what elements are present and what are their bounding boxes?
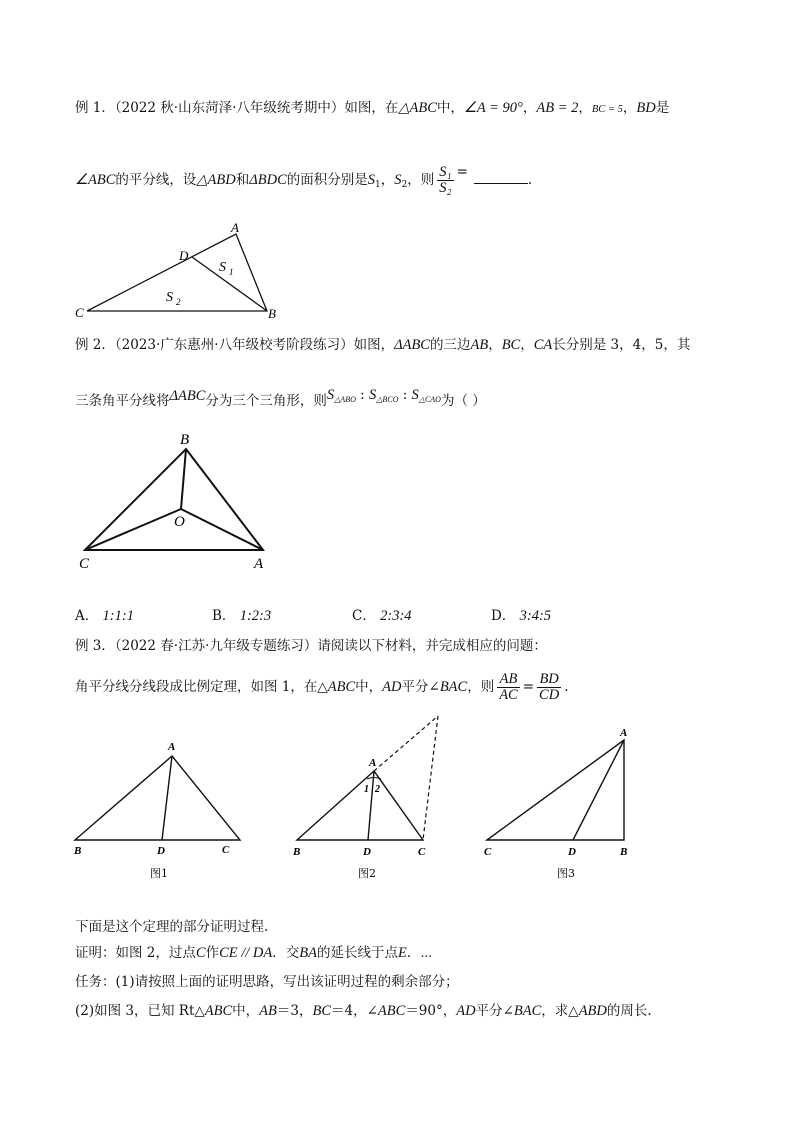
ex2-triangle: ΔABC	[169, 388, 206, 404]
ex1-text: ，则	[407, 172, 435, 188]
ex3-text: 平分∠	[401, 679, 440, 695]
fig2-angle-1: 1	[364, 784, 369, 795]
ex1-text: 和	[235, 172, 250, 188]
ex3-text: 角平分线分线段成比例定理，如图 1，在△	[75, 679, 328, 695]
ex3-line1: 例 3．（2022 春·江苏·九年级专题练习）请阅读以下材料，并完成相应的问题：	[75, 638, 547, 654]
option-value: 1:1:1	[102, 608, 134, 624]
ex2-ratio-sub: △ABO	[334, 395, 356, 404]
ex2-label-c: C	[79, 556, 90, 572]
ex1-triangle: △ABC	[398, 100, 437, 116]
ex3-text: ＝4，∠	[331, 1003, 378, 1019]
fig1-label-a: A	[168, 741, 176, 753]
ex1-label-c: C	[75, 305, 84, 320]
ex3-ad: AD	[382, 679, 402, 695]
ex3-text: 作	[205, 945, 220, 961]
ex3-text: ＝90°，	[405, 1003, 457, 1019]
fig3-bisector	[573, 740, 624, 840]
fig3-label-b: B	[620, 846, 628, 858]
ex2-ca: CA	[533, 337, 553, 353]
ex3-eq: =	[522, 679, 535, 695]
ex1-label-s1: S	[219, 260, 226, 275]
ex3-text: ，则	[467, 679, 495, 695]
ex3-text: 的周长.	[606, 1003, 652, 1019]
ex3-bc: BC	[312, 1003, 332, 1019]
ex1-label-s2: S	[166, 290, 173, 305]
fig2-line-ce	[423, 716, 438, 840]
ex2-text: 的三边	[429, 337, 471, 353]
ex3-point-c: C	[195, 945, 206, 961]
ex3-abd: ABD	[578, 1003, 607, 1019]
option-letter: B．	[212, 608, 236, 624]
ex2-label-a: A	[254, 556, 264, 572]
ex3-text: ．交	[272, 945, 300, 961]
ex3-abc: ABC	[204, 1003, 233, 1019]
sep: ，	[522, 100, 537, 116]
ex2-label-b: B	[180, 432, 190, 448]
ex3-ce-parallel-da: CE // DA	[219, 945, 273, 961]
fig3-label-c: C	[484, 846, 492, 858]
ex1-s2: S	[394, 172, 402, 188]
option-letter: D．	[491, 608, 516, 624]
ex3-abc: ABC	[377, 1003, 406, 1019]
fig1-triangle	[75, 756, 240, 840]
ex3-text: 平分∠	[475, 1003, 514, 1019]
frac-den: CD	[539, 687, 560, 703]
ex1-s1: S	[367, 172, 375, 188]
ex1-label-b: B	[268, 306, 276, 321]
frac-num: BD	[537, 672, 561, 688]
ex1-s1-sub: 1	[375, 180, 381, 190]
ex3-text: 中，	[232, 1003, 260, 1019]
ex3-bac: BAC	[513, 1003, 542, 1019]
ex3-period: .	[564, 679, 569, 695]
ex3-proof-intro: 下面是这个定理的部分证明过程.	[75, 919, 269, 935]
ex3-figure-3	[484, 727, 627, 880]
ex1-ab: AB = 2	[536, 100, 579, 116]
ex2-text: 分为三个三角形，则	[205, 393, 327, 409]
ex3-figure-2	[292, 716, 438, 880]
ex1-eq: =	[456, 164, 468, 180]
ex1-label-a: A	[231, 220, 239, 235]
ex1-bc: BC = 5	[591, 104, 623, 115]
ex1-tri-abd: △ABD	[196, 172, 236, 188]
ex3-figure-1	[73, 741, 240, 880]
fig2-angle-2: 2	[375, 784, 380, 795]
ex3-proof-line	[75, 943, 432, 963]
ex3-bac: BAC	[439, 679, 468, 695]
sep: :	[355, 387, 369, 403]
ex1-text: 中，	[436, 100, 464, 116]
ex2-prefix: 例 2．（2023·广东惠州·八年级校考阶段练习）如图，	[75, 337, 395, 353]
fig1-bisector	[162, 756, 172, 840]
ex2-ab: AB	[470, 337, 489, 353]
sep: ，	[380, 172, 395, 188]
fig2-label-b: B	[293, 846, 301, 858]
fig1-label-c: C	[222, 844, 230, 856]
sep: ，	[520, 337, 534, 353]
ex3-ba: BA	[299, 945, 317, 961]
ex2-ratio-s: S	[411, 387, 419, 403]
ex1-text: 的面积分别是	[286, 172, 368, 188]
frac-num: AB	[497, 672, 520, 688]
sep: ，	[622, 100, 637, 116]
ex3-text: 的延长线于点	[316, 945, 398, 961]
ex3-text: 证明：如图 2，过点	[75, 945, 196, 961]
fig2-label-a: A	[369, 757, 377, 769]
option-value: 2:3:4	[380, 608, 412, 624]
ex3-task-2	[75, 1001, 652, 1021]
fig2-caption: 图2	[358, 867, 376, 880]
fig2-triangle	[297, 771, 423, 840]
ex1-angle-a: ∠A = 90°	[463, 100, 523, 116]
fig3-label-d: D	[568, 846, 576, 858]
fig1-label-b: B	[74, 845, 82, 857]
fig2-label-d: D	[363, 846, 371, 858]
option-value: 3:4:5	[519, 608, 552, 624]
ex2-text: 长分别是 3，4，5，其	[552, 337, 691, 353]
ex1-prefix: 例 1．（2022 秋·山东菏泽·八年级统考期中）如图，在	[75, 100, 399, 116]
fig1-caption: 图1	[150, 867, 168, 880]
ex2-bc: BC	[501, 337, 521, 353]
ex2-label-o: O	[174, 514, 185, 530]
ex2-triangle: ΔABC	[394, 337, 430, 353]
ex3-ad: AD	[456, 1003, 476, 1019]
fig2-bisector	[368, 771, 374, 840]
ex1-frac-num: S₁	[439, 164, 452, 180]
sep: ，	[488, 337, 502, 353]
ex1-bd: BD	[636, 100, 656, 116]
ex2-ratio-s: S	[369, 387, 377, 403]
fig2-extension-ba	[374, 716, 438, 771]
ex1-angle-abc: ∠ABC	[75, 172, 116, 188]
ex1-tri-bdc: ΔBDC	[249, 172, 287, 188]
ex3-text: ，求△	[541, 1003, 579, 1019]
option-letter: C．	[352, 608, 376, 624]
ex3-point-e: E	[397, 945, 407, 961]
ex3-abc: ABC	[327, 679, 356, 695]
ex1-label-s2-sub: 2	[176, 297, 181, 307]
ex3-text: ．⋯	[406, 945, 433, 961]
ex1-s2-sub: 2	[401, 180, 408, 190]
ex2-text: 为（ ）	[440, 393, 486, 409]
ex1-end: 是	[655, 100, 670, 116]
ex2-ratio-s: S	[326, 387, 335, 403]
ex1-label-s1-sub: 1	[229, 267, 234, 277]
fig3-triangle	[487, 740, 624, 840]
ex2-text: 三条角平分线将	[75, 393, 170, 409]
option-letter: A．	[75, 608, 99, 624]
option-value: 1:2:3	[239, 608, 272, 624]
ex2-ratio-sub: △BCO	[376, 395, 399, 404]
ex3-ab: AB	[259, 1003, 277, 1019]
ex3-task-1: 任务：(1)请按照上面的证明思路，写出该证明过程的剩余部分；	[75, 974, 459, 990]
sep: :	[398, 387, 412, 403]
fig2-label-c: C	[418, 846, 426, 858]
ex1-frac-den: S₂	[439, 180, 452, 196]
ex1-label-d: D	[179, 248, 189, 263]
fig3-caption: 图3	[557, 867, 575, 880]
sep: ，	[578, 100, 592, 116]
fig3-label-a: A	[620, 727, 628, 739]
ex3-text: (2)如图 3，已知 Rt△	[75, 1003, 205, 1019]
ex1-period: .	[527, 172, 533, 188]
frac-den: AC	[499, 687, 518, 703]
ex3-text: ＝3，	[276, 1003, 313, 1019]
ex3-text: 中，	[355, 679, 383, 695]
ex2-ratio-sub: △CAO	[418, 395, 441, 404]
fig1-label-d: D	[157, 845, 165, 857]
ex1-text: 的平分线，设	[115, 172, 197, 188]
